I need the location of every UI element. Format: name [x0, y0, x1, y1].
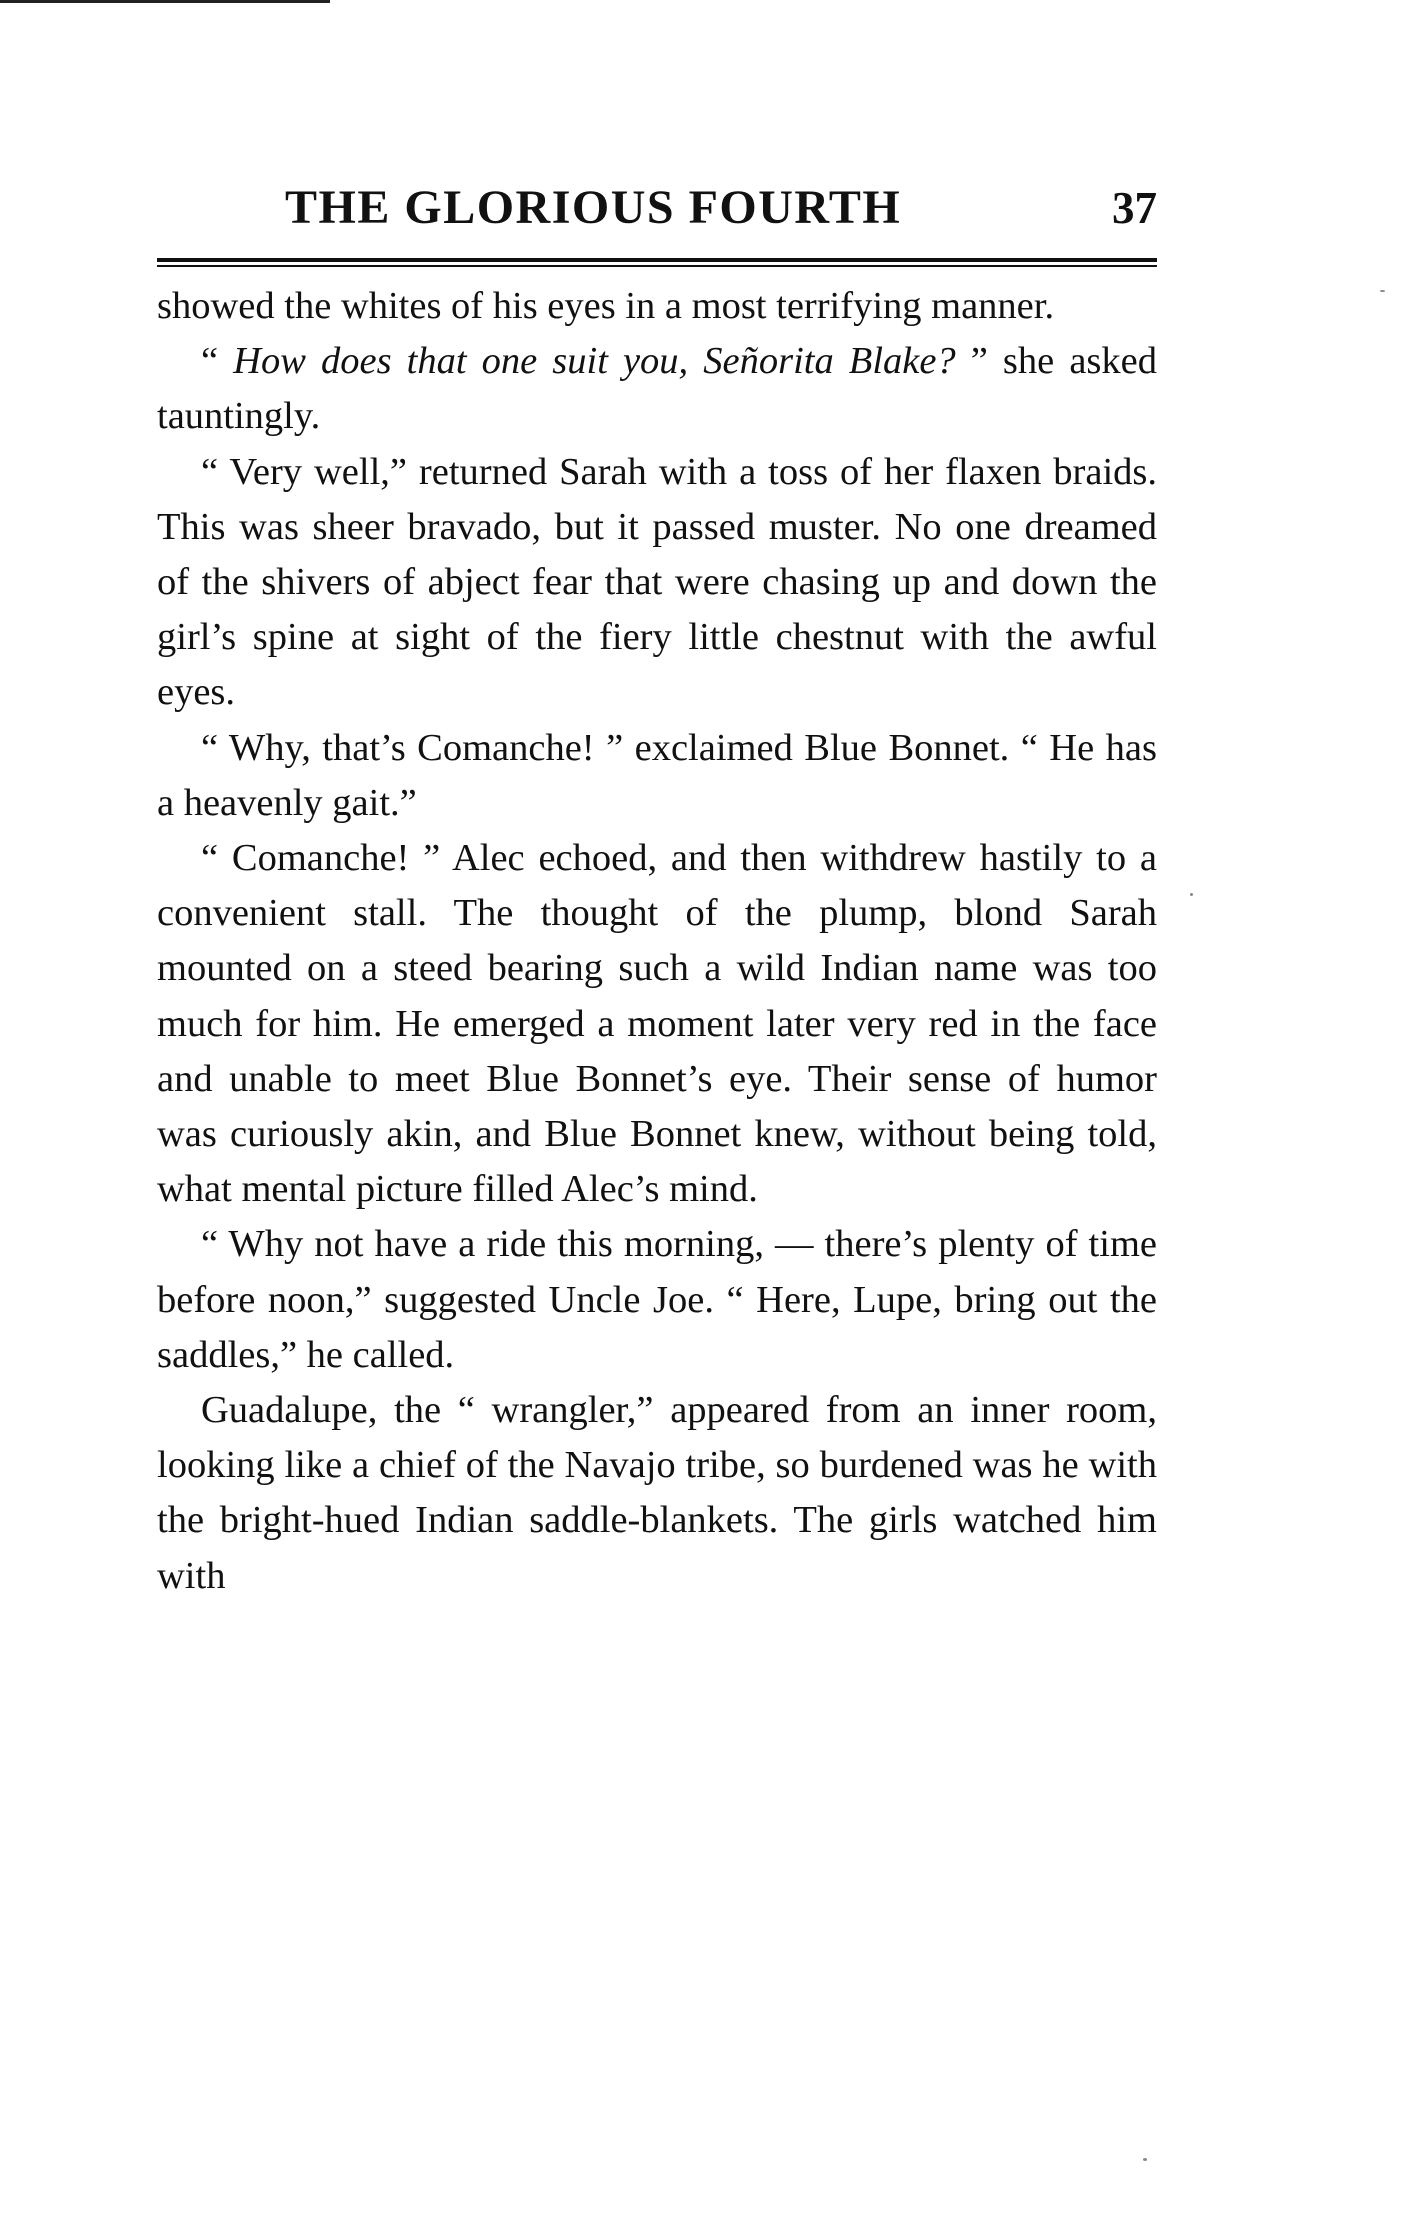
italic-text: How does that one suit you, Señorita Blake?: [233, 340, 956, 383]
paragraph: [157, 445, 1157, 721]
scan-speck: [1380, 290, 1385, 292]
paragraph: [157, 334, 1157, 444]
text-run: “ Comanche! ” Alec echoed, and then withdrew hastily to a convenient stall. The thought of the plump, blond Sarah mounted on a steed bearing such a wild Indian name was too much for him. He emerged a moment later very red in the face and unable to meet Blue Bonnet’s eye. Their sense of humor was curiously akin, and Blue Bonnet knew, without being told, what mental picture filled Alec’s mind.: [157, 837, 1157, 1211]
text-run: “ Very well,” returned Sarah with a toss of her flaxen braids. This was sheer bravado, but it passed muster. No one dreamed of the shivers of abject fear that were chasing up and down the girl’s spine at sight of the fiery little chestnut with the awful eyes.: [157, 450, 1157, 714]
book-page: [157, 180, 1157, 1604]
running-title: THE GLORIOUS FOURTH: [285, 181, 902, 234]
header-rule-thick: [157, 258, 1157, 262]
text-run: “ Why, that’s Comanche! ” exclaimed Blue Bonnet. “ He has a heavenly gait.”: [157, 726, 1157, 824]
scan-speck: [1143, 2158, 1147, 2161]
paragraph: [157, 279, 1157, 334]
body-text: [157, 279, 1157, 1604]
text-run: ” she asked tauntingly.: [157, 340, 1157, 438]
text-run: “: [201, 340, 234, 383]
scan-edge-mark: [0, 0, 330, 3]
page-number: 37: [1112, 183, 1157, 233]
scan-speck: [1190, 893, 1193, 896]
paragraph: [157, 1217, 1157, 1383]
paragraph: [157, 721, 1157, 831]
paragraph: [157, 1383, 1157, 1604]
paragraph: [157, 831, 1157, 1217]
page-header: [157, 180, 1157, 250]
text-run: “ Why not have a ride this morning, — there’s plenty of time before noon,” suggested Uncle Joe. “ Here, Lupe, bring out the saddles,” he called.: [157, 1223, 1157, 1376]
header-rule-thin: [157, 265, 1157, 267]
text-run: showed the whites of his eyes in a most terrifying manner.: [157, 285, 1055, 327]
text-run: Guadalupe, the “ wrangler,” appeared from an inner room, looking like a chief of the Navajo tribe, so burdened was he with the bright-hued Indian saddle-blankets. The girls watched him with: [157, 1389, 1157, 1597]
